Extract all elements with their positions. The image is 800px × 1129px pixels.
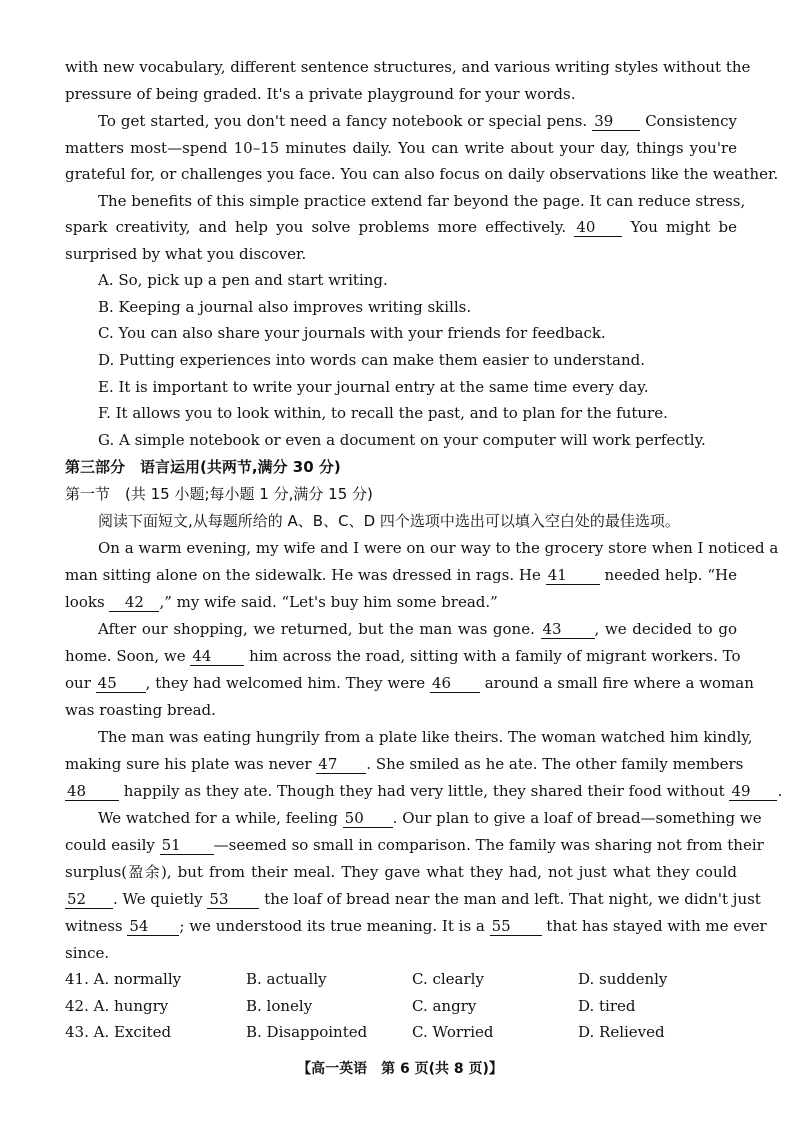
- choice-d: D. Putting experiences into words can make them easier to understand.: [98, 351, 645, 369]
- blank-48: 48: [65, 782, 119, 801]
- option-42-c: C. angry: [412, 997, 477, 1015]
- choice-b: B. Keeping a journal also improves writing skills.: [98, 298, 472, 316]
- blank-54: 54: [127, 917, 179, 936]
- passage-line: grateful for, or challenges you face. You can also focus on daily observations like the weather.: [65, 165, 779, 183]
- story-line: On a warm evening, my wife and I were on our way to the grocery store when I noticed a: [98, 539, 779, 557]
- story-line: 52 . We quietly 53 the loaf of bread near the man and left. That night, we didn't just: [67, 890, 761, 908]
- option-43-b: B. Disappointed: [246, 1023, 368, 1041]
- option-43-c: C. Worried: [412, 1023, 494, 1041]
- blank-50: 50: [343, 809, 393, 828]
- story-line: man sitting alone on the sidewalk. He was dressed in rags. He 41 needed help. “He: [65, 566, 737, 584]
- story-line: surplus(盈余), but from their meal. They gave what they had, not just what they could: [65, 863, 737, 881]
- question-41: 41. A. normally: [65, 970, 182, 988]
- option-41-d: D. suddenly: [578, 970, 668, 988]
- story-line: since.: [65, 944, 110, 962]
- story-line: The man was eating hungrily from a plate like theirs. The woman watched him kindly,: [98, 728, 753, 746]
- story-line: our 45 , they had welcomed him. They were 46 around a small fire where a woman: [65, 674, 754, 692]
- question-43: 43. A. Excited: [65, 1023, 172, 1041]
- story-line: home. Soon, we 44 him across the road, sitting with a family of migrant workers. To: [65, 647, 741, 665]
- choice-a: A. So, pick up a pen and start writing.: [98, 271, 388, 289]
- part-title: 第三部分 语言运用(共两节,满分 30 分): [65, 458, 341, 476]
- choice-g: G. A simple notebook or even a document on your computer will work perfectly.: [98, 431, 706, 449]
- option-42-b: B. lonely: [246, 997, 313, 1015]
- blank-53: 53: [207, 890, 259, 909]
- choice-f: F. It allows you to look within, to recall the past, and to plan for the future.: [98, 404, 668, 422]
- choice-c: C. You can also share your journals with your friends for feedback.: [98, 324, 606, 342]
- story-line: looks 42 ,” my wife said. “Let's buy him some bread.”: [65, 593, 498, 611]
- story-line: After our shopping, we returned, but the man was gone. 43 , we decided to go: [98, 620, 737, 638]
- passage-line: The benefits of this simple practice extend far beyond the page. It can reduce stress,: [98, 192, 746, 210]
- passage-line: pressure of being graded. It's a private playground for your words.: [65, 85, 576, 103]
- choice-e: E. It is important to write your journal entry at the same time every day.: [98, 378, 649, 396]
- story-line: We watched for a while, feeling 50 . Our plan to give a loaf of bread—something we: [98, 809, 762, 827]
- blank-45: 45: [96, 674, 146, 693]
- blank-49: 49: [729, 782, 777, 801]
- story-line: could easily 51 —seemed so small in comparison. The family was sharing not from their: [65, 836, 764, 854]
- story-line: was roasting bread.: [65, 701, 216, 719]
- passage-line: To get started, you don't need a fancy notebook or special pens. 39 Consistency: [98, 112, 738, 130]
- option-41-b: B. actually: [246, 970, 327, 988]
- story-line: making sure his plate was never 47 . She smiled as he ate. The other family members: [65, 755, 744, 773]
- blank-43: 43: [541, 620, 595, 639]
- section-title: 第一节 (共 15 小题;每小题 1 分,满分 15 分): [65, 485, 373, 503]
- blank-40: 40: [574, 218, 622, 237]
- option-41-c: C. clearly: [412, 970, 484, 988]
- story-line: witness 54 ; we understood its true meaning. It is a 55 that has stayed with me ever: [65, 917, 767, 935]
- passage-line: matters most—spend 10–15 minutes daily. You can write about your day, things you're: [65, 139, 737, 157]
- blank-44: 44: [190, 647, 244, 666]
- passage-line: spark creativity, and help you solve problems more effectively. 40 You might be: [65, 218, 737, 236]
- blank-52: 52: [65, 890, 113, 909]
- blank-46: 46: [430, 674, 480, 693]
- question-42: 42. A. hungry: [65, 997, 169, 1015]
- blank-55: 55: [490, 917, 542, 936]
- blank-39: 39: [592, 112, 640, 131]
- blank-51: 51: [160, 836, 214, 855]
- page-footer: 【高一英语 第 6 页(共 8 页)】: [297, 1061, 503, 1077]
- blank-47: 47: [316, 755, 366, 774]
- option-43-d: D. Relieved: [578, 1023, 665, 1041]
- passage-line: with new vocabulary, different sentence structures, and various writing styles without the: [65, 58, 751, 76]
- story-line: 48 happily as they ate. Though they had very little, they shared their food without 49 .: [67, 782, 783, 800]
- blank-41: 41: [546, 566, 600, 585]
- passage-line: surprised by what you discover.: [65, 245, 307, 263]
- blank-42: 42: [109, 593, 159, 612]
- instruction: 阅读下面短文,从每题所给的 A、B、C、D 四个选项中选出可以填入空白处的最佳选项。: [98, 512, 680, 530]
- option-42-d: D. tired: [578, 997, 636, 1015]
